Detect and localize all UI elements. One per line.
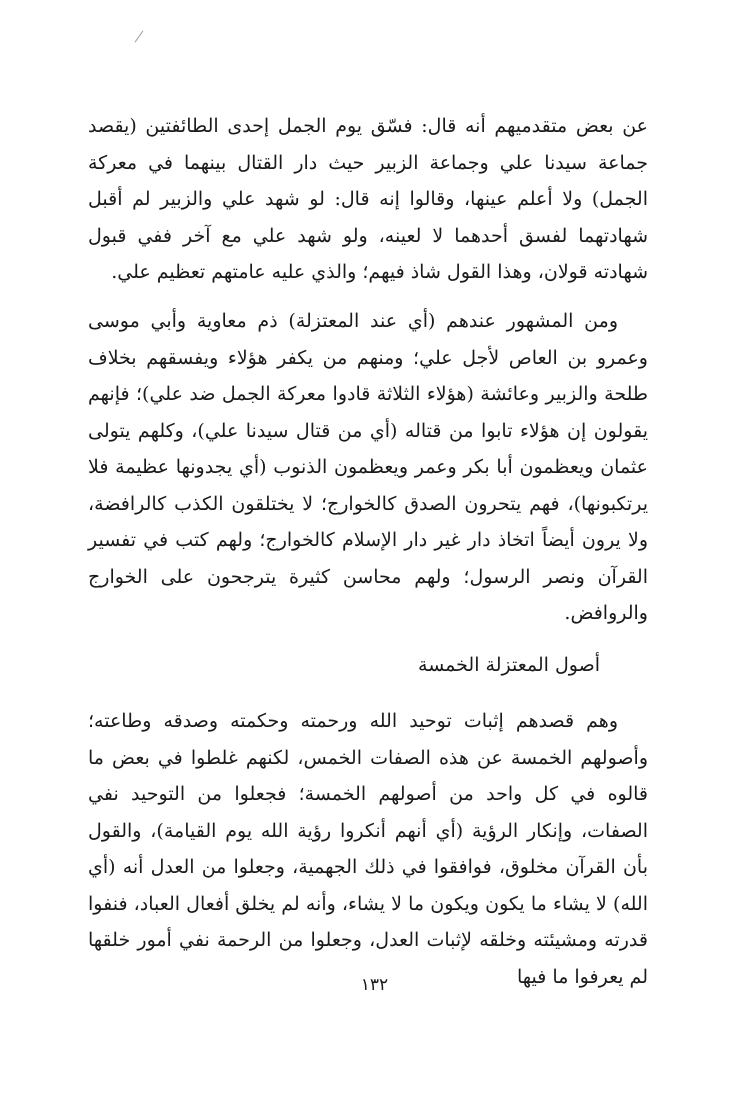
paragraph-3-text: وهم قصدهم إثبات توحيد الله ورحمته وحكمته وصدقه وطاعته؛ وأصولهم الخمسة عن هذه الصفات الخمس، لكنهم غلطوا في بعض ما قالوه في كل واحد من أصولهم الخمسة؛ فجعلوا من التوحيد نفي الصفات، وإنكار الرؤية (أي أنهم أنكروا رؤية الله يوم القيامة)، والقول بأن القرآن مخلوق، فوافقوا في ذلك الجهمية، وجعلوا من العدل أنه (أي الله) لا يشاء ما يكون ويكون ما لا يشاء، وأنه لم يخلق أفعال العباد، فنفوا قدرته ومشيئته وخلقه لإثبات العدل، وجعلوا من الرحمة نفي أمور خلقها لم يعرفوا ما فيها [88, 710, 648, 988]
paragraph-2 [88, 303, 648, 632]
page-number: ١٣٢ [360, 975, 389, 995]
section-heading: أصول المعتزلة الخمسة [418, 654, 600, 676]
pencil-mark [135, 30, 144, 42]
paragraph-1 [88, 108, 648, 291]
paragraph-2-text: ومن المشهور عندهم (أي عند المعتزلة) ذم معاوية وأبي موسى وعمرو بن العاص لأجل علي؛ ومنهم من يكفر هؤلاء ويفسقهم بخلاف طلحة والزبير وعائشة (هؤلاء الثلاثة قادوا معركة الجمل ضد علي)؛ فإنهم يقولون إن هؤلاء تابوا من قتاله (أي من قتال سيدنا علي)، وكلهم يتولى عثمان ويعظمون أبا بكر وعمر ويعظمون الذنوب (أي يجدونها عظيمة فلا يرتكبونها)، فهم يتحرون الصدق كالخوارج؛ لا يختلقون الكذب كالرافضة، ولا يرون أيضاً اتخاذ دار غير دار الإسلام كالخوارج؛ ولهم كتب في تفسير القرآن ونصر الرسول؛ ولهم محاسن كثيرة يترجحون على الخوارج والروافض. [88, 310, 648, 624]
paragraph-3 [88, 703, 648, 995]
paragraph-1-text: عن بعض متقدميهم أنه قال: فسّق يوم الجمل إحدى الطائفتين (يقصد جماعة سيدنا علي وجماعة الزبير حيث دار القتال بينهما في معركة الجمل) ولا أعلم عينها، وقالوا إنه قال: لو شهد علي والزبير لم أقبل شهادتهما لفسق أحدهما لا لعينه، ولو شهد علي مع آخر ففي قبول شهادته قولان، وهذا القول شاذ فيهم؛ والذي عليه عامتهم تعظيم علي. [88, 115, 648, 283]
